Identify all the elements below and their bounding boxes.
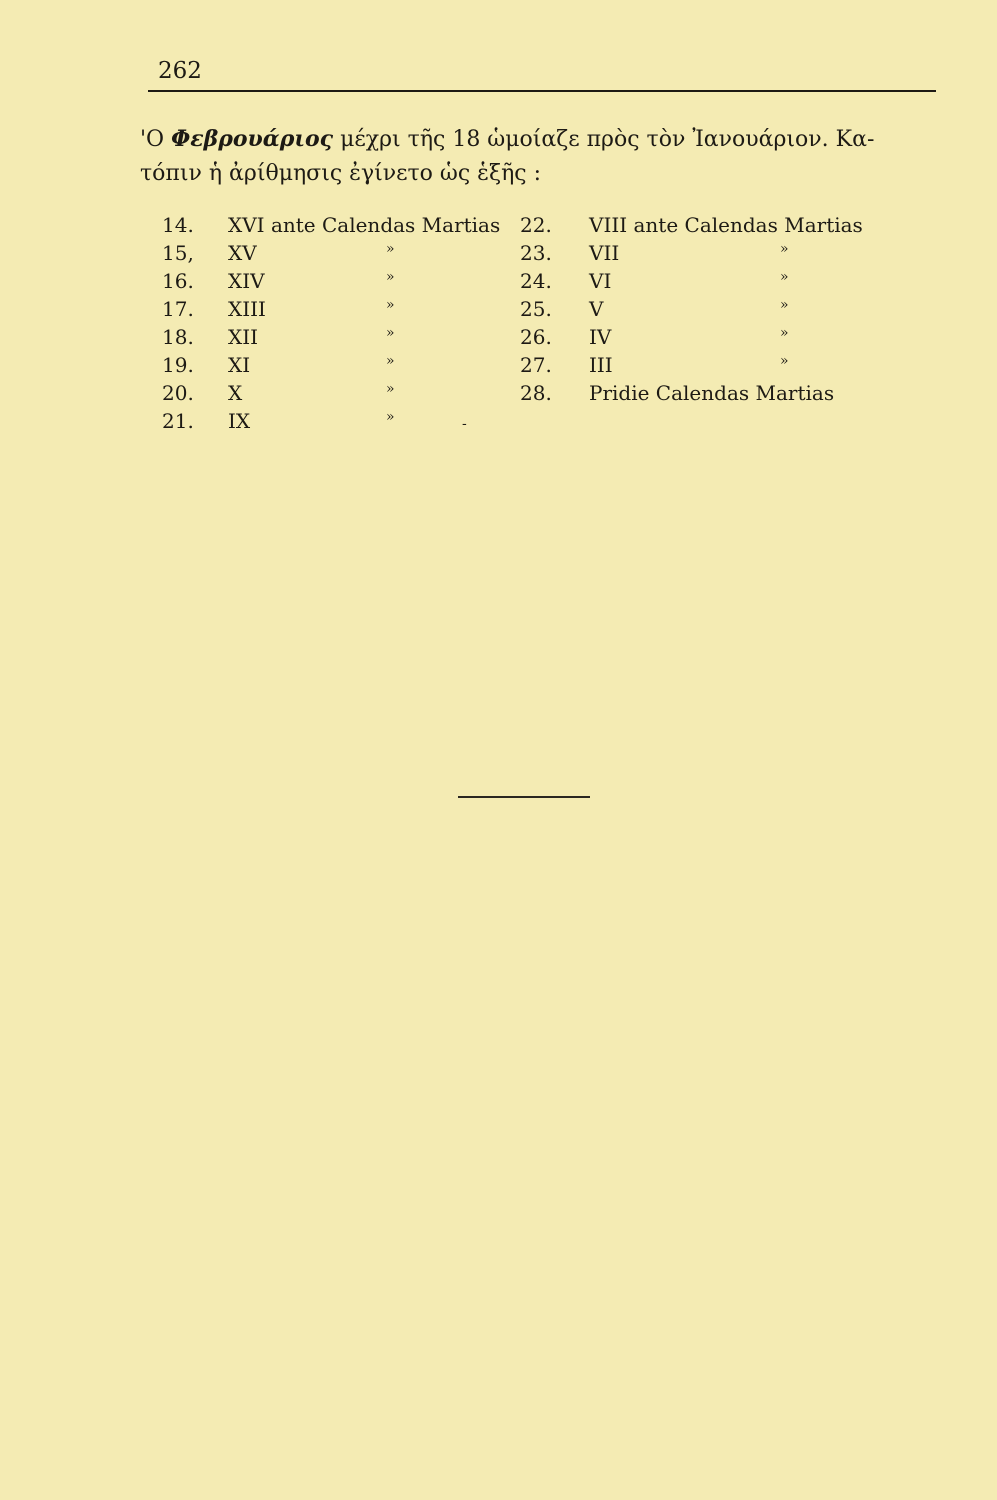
date-left: XIV xyxy=(228,269,265,293)
row-number-left: 21. xyxy=(162,409,194,433)
ditto-mark-right: » xyxy=(780,269,789,285)
row-number-right: 22. xyxy=(520,213,552,237)
ditto-mark-left: » xyxy=(386,297,395,313)
date-right: VII xyxy=(589,241,620,265)
date-right: Pridie Calendas Martias xyxy=(589,381,835,405)
row-number-right: 25. xyxy=(520,297,552,321)
ditto-mark-right: » xyxy=(780,241,789,257)
date-right: VI xyxy=(589,269,612,293)
section-rule xyxy=(458,796,590,798)
ditto-mark-left: » xyxy=(386,241,395,257)
ditto-mark-left: » xyxy=(386,409,395,425)
ditto-mark-right: » xyxy=(780,353,789,369)
date-left: XIII xyxy=(228,297,266,321)
row-number-right: 26. xyxy=(520,325,552,349)
row-number-left: 14. xyxy=(162,213,194,237)
date-left: IX xyxy=(228,409,251,433)
date-left: XII xyxy=(228,325,259,349)
ditto-mark-left: » xyxy=(386,269,395,285)
date-left: XVI ante Calendas Martias xyxy=(228,213,501,237)
ditto-mark-left: » xyxy=(386,325,395,341)
date-left: X xyxy=(228,381,243,405)
ditto-mark-right: » xyxy=(780,325,789,341)
header-rule xyxy=(148,90,936,92)
row-number-left: 19. xyxy=(162,353,194,377)
page-number: 262 xyxy=(158,58,202,84)
date-right: III xyxy=(589,353,613,377)
row-number-left: 20. xyxy=(162,381,194,405)
row-number-right: 24. xyxy=(520,269,552,293)
date-left: XV xyxy=(228,241,257,265)
month-name-emphasis: Φεβρουάριος xyxy=(171,126,334,152)
ditto-mark-left: » xyxy=(386,353,395,369)
paragraph-line-2: τόπιν ἡ ἀρίθμησις ἐγίνετο ὡς ἑξῆς : xyxy=(140,161,541,186)
ditto-mark-left: » xyxy=(386,381,395,397)
ditto-mark-right: » xyxy=(780,297,789,313)
row-number-left: 16. xyxy=(162,269,194,293)
date-left: XI xyxy=(228,353,251,377)
row-number-left: 17. xyxy=(162,297,194,321)
date-right: VIII ante Calendas Martias xyxy=(589,213,863,237)
row-number-right: 28. xyxy=(520,381,552,405)
row-number-right: 23. xyxy=(520,241,552,265)
date-right: IV xyxy=(589,325,612,349)
trailing-dash: - xyxy=(462,416,467,432)
row-number-left: 18. xyxy=(162,325,194,349)
row-number-right: 27. xyxy=(520,353,552,377)
date-right: V xyxy=(589,297,604,321)
row-number-left: 15, xyxy=(162,241,194,265)
intro-paragraph xyxy=(140,122,940,191)
paragraph-line-1: 'Ο Φεβρουάριος μέχρι τῆς 18 ὡμοίαζε πρὸς τὸν Ἰανουάριον. Κα- xyxy=(140,126,875,152)
